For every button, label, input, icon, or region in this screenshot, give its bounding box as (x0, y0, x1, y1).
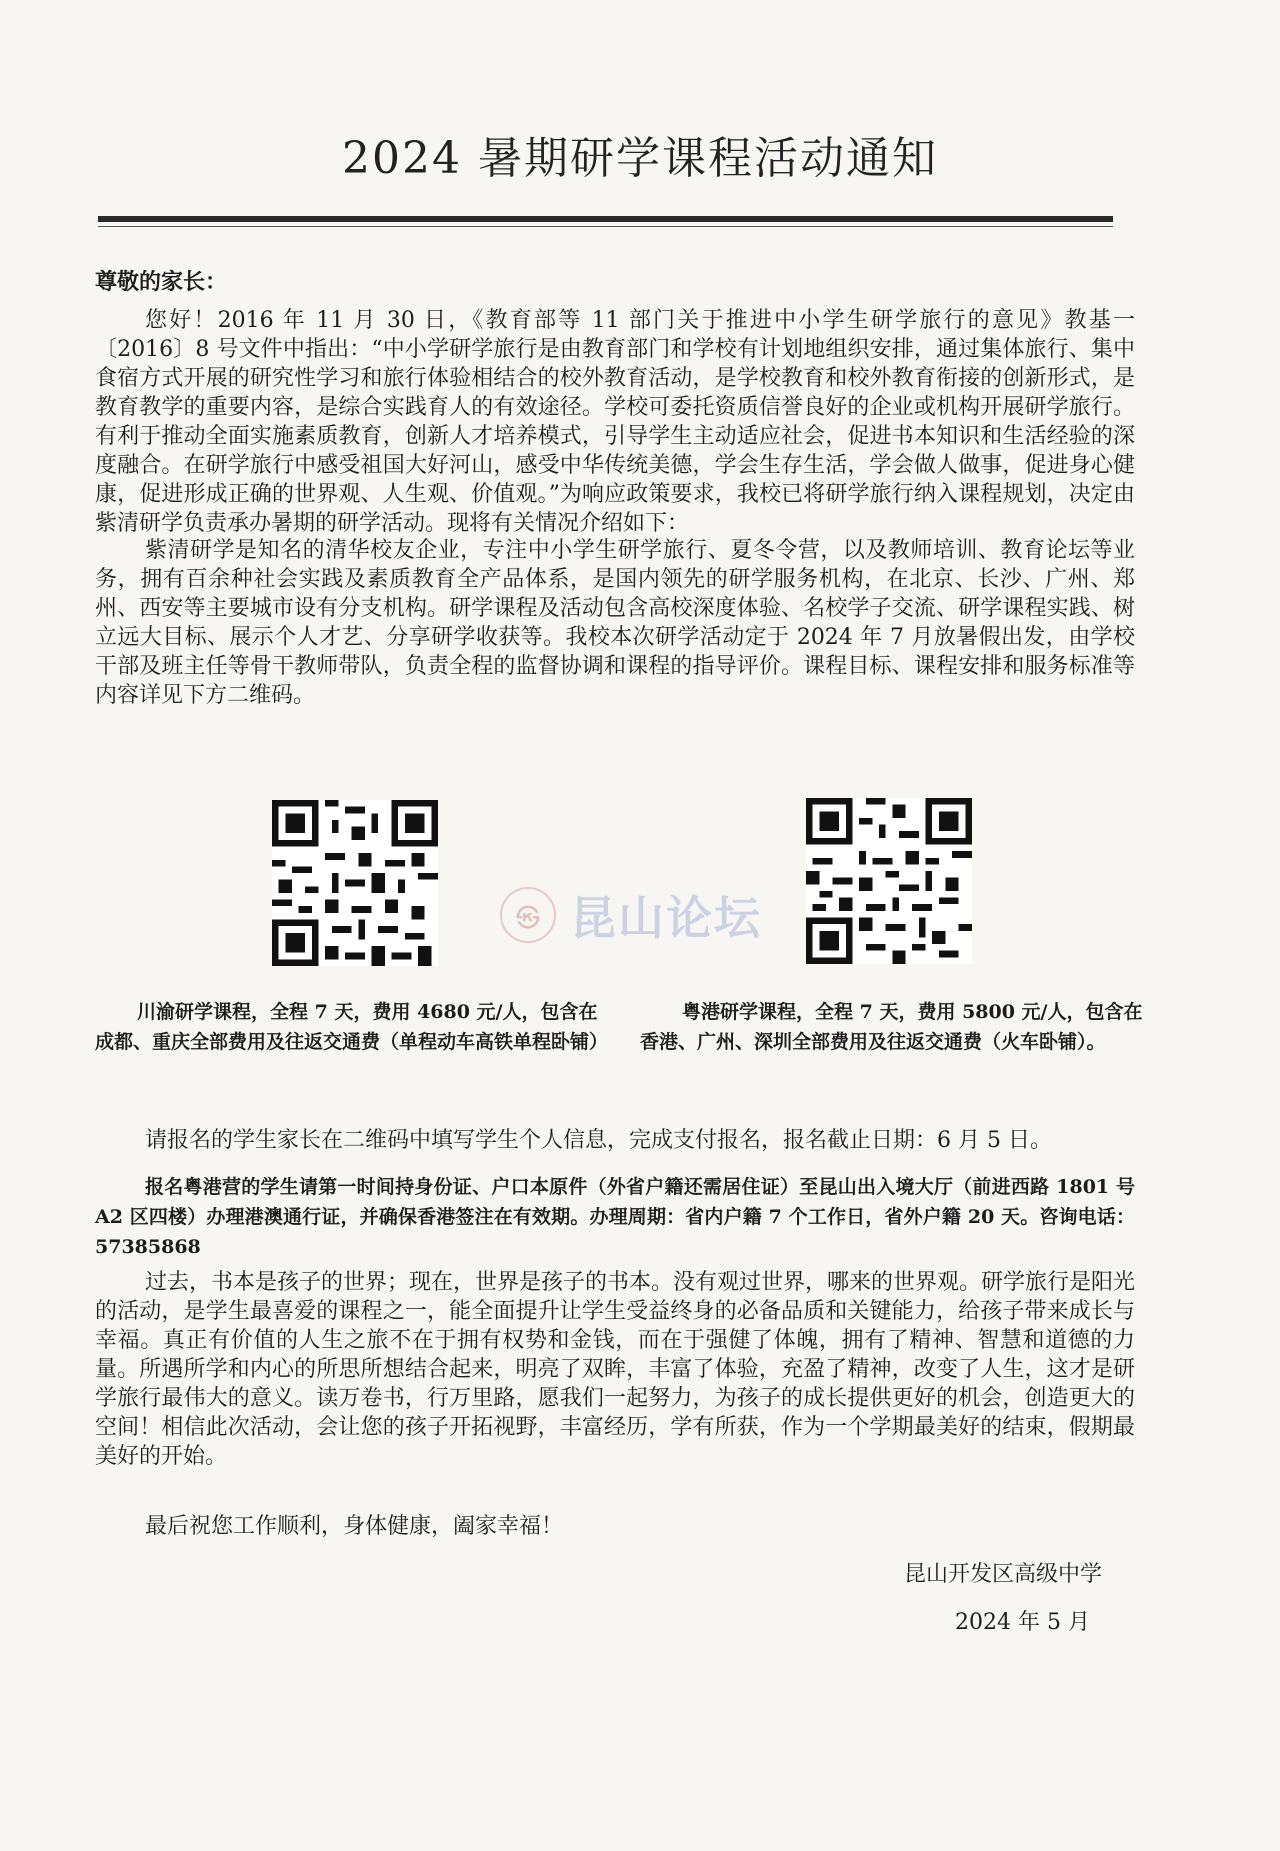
blessing: 最后祝您工作顺利，身体健康，阖家幸福！ (145, 1514, 564, 1539)
signature-date: 2024 年 5 月 (955, 1610, 1090, 1635)
page-title: 2024 暑期研学课程活动通知 (342, 133, 938, 184)
signature-school: 昆山开发区高级中学 (904, 1562, 1103, 1587)
qr-code-icon[interactable] (806, 798, 972, 964)
watermark-seal-icon: ㉿ (500, 887, 556, 943)
title-divider-thin (98, 226, 1113, 227)
paragraph-intro: 您好！2016 年 11 月 30 日，《教育部等 11 部门关于推进中小学生研学旅行的意见》教基一〔2016〕8 号文件中指出：“中小学研学旅行是由教育部门和学校有计划地组织安排，通过集体旅行、集中食宿方式开展的研究性学习和旅行体验相结合的校外教育活动，是学校教育和校外教育衔接的创新形式，是教育教学的重要内容，是综合实践育人的有效途径。学校可委托资质信誉良好的企业或机构开展研学旅行。有利于推动全面实施素质教育，创新人才培养模式，引导学生主动适应社会，促进书本知识和生活经验的深度融合。在研学旅行中感受祖国大好河山，感受中华传统美德，学会生存生活，学会做人做事，促进身心健康，促进形成正确的世界观、人生观、价值观。”为响应政策要求，我校已将研学旅行纳入课程规划，决定由紫清研学负责承办暑期的研学活动。现将有关情况介绍如下： (95, 308, 1135, 536)
paragraph-company: 紫清研学是知名的清华校友企业，专注中小学生研学旅行、夏冬令营，以及教师培训、教育论坛等业务，拥有百余种社会实践及素质教育全产品体系，是国内领先的研学服务机构，在北京、长沙、广州、郑州、西安等主要城市设有分支机构。研学课程及活动包含高校深度体验、名校学子交流、研学课程实践、树立远大目标、展示个人才艺、分享研学收获等。我校本次研学活动定于 2024 年 7 月放暑假出发，由学校干部及班主任等骨干教师带队，负责全程的监督协调和课程的指导评价。课程目标、课程安排和服务标准等内容详见下方二维码。 (95, 538, 1135, 708)
paragraph-closing: 过去，书本是孩子的世界；现在，世界是孩子的书本。没有观过世界，哪来的世界观。研学旅行是阳光的活动，是学生最喜爱的课程之一，能全面提升让学生受益终身的必备品质和关键能力，给孩子带来成长与幸福。真正有价值的人生之旅不在于拥有权势和金钱，而在于强健了体魄，拥有了精神、智慧和道德的力量。所遇所学和内心的所思所想结合起来，明亮了双眸，丰富了体验，充盈了精神，改变了人生，这才是研学旅行最伟大的意义。读万卷书，行万里路，愿我们一起努力，为孩子的成长提供更好的机会，创造更大的空间！相信此次活动，会让您的孩子开拓视野，丰富经历，学有所获，作为一个学期最美好的结束，假期最美好的开始。 (95, 1270, 1136, 1469)
qr-code-icon[interactable] (272, 800, 438, 966)
greeting: 尊敬的家长： (95, 269, 228, 295)
permit-notice: 报名粤港营的学生请第一时间持身份证、户口本原件（外省户籍还需居住证）至昆山出入境大厅（前进西路 1801 号 A2 区四楼）办理港澳通行证，并确保香港签注在有效期。办理周期：省内户籍 7 个工作日，省外户籍 20 天。咨询电话：57385868 (95, 1176, 1135, 1258)
course-caption-sichuan: 川渝研学课程，全程 7 天，费用 4680 元/人，包含在成都、重庆全部费用及往返交通费（单程动车高铁单程卧铺） (95, 1001, 609, 1053)
forum-watermark (500, 870, 790, 960)
title-divider-thick (98, 216, 1113, 222)
course-caption-guangdong-hongkong: 粤港研学课程，全程 7 天，费用 5800 元/人，包含在香港、广州、深圳全部费用及往返交通费（火车卧铺）。 (640, 1001, 1143, 1053)
watermark-text: 昆山论坛 (570, 891, 762, 945)
registration-instructions: 请报名的学生家长在二维码中填写学生个人信息，完成支付报名，报名截止日期：6 月 5 日。 (145, 1128, 1052, 1153)
